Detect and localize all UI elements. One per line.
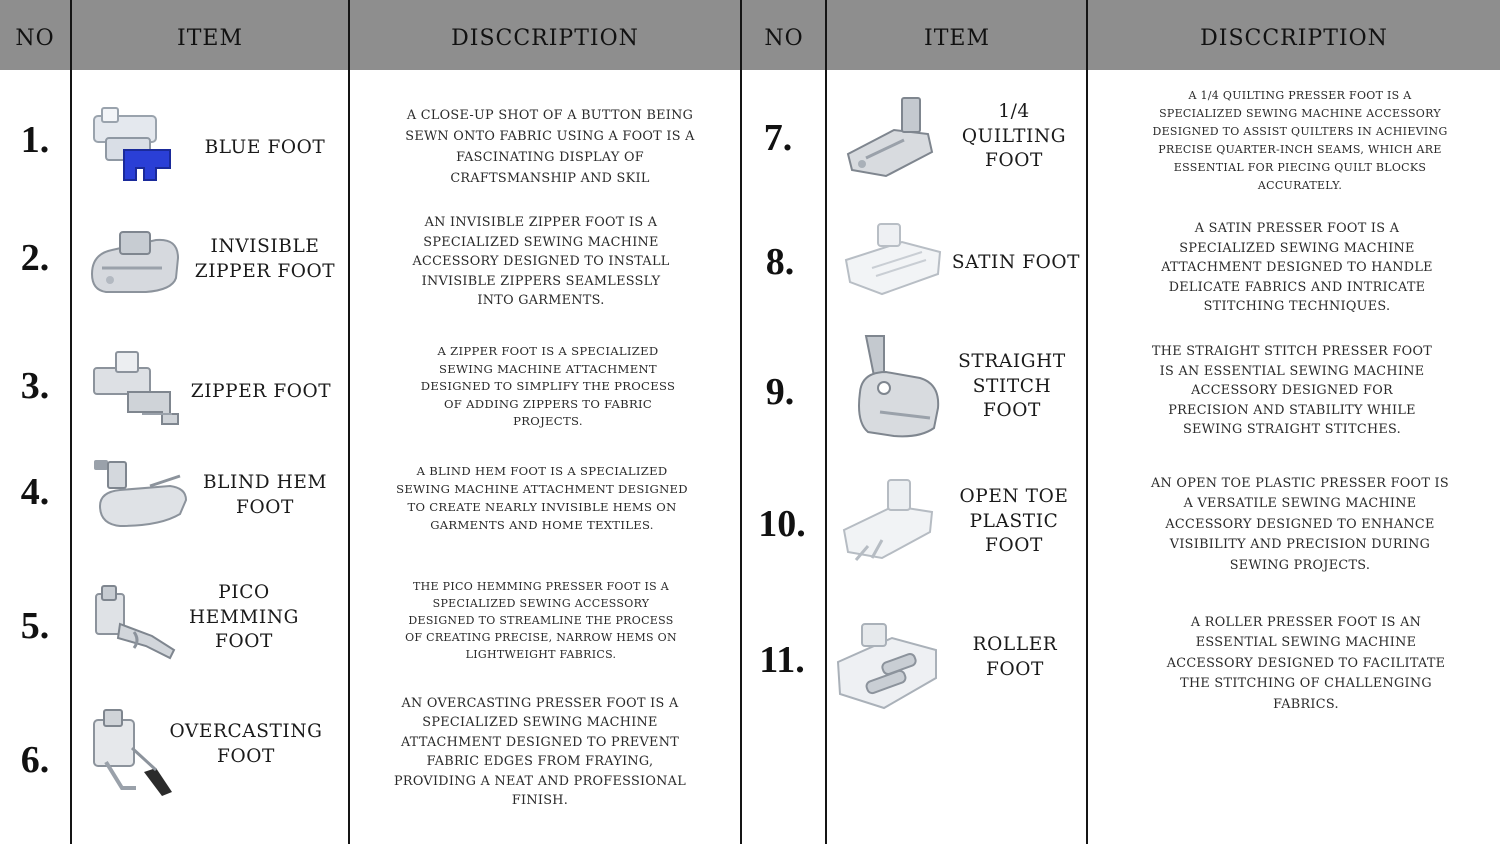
column-divider <box>70 0 72 844</box>
item-description: THE PICO HEMMING PRESSER FOOT IS A SPECIALIZED SEWING ACCESSORY DESIGNED TO STREAMLINE THE PROCESS OF CREATING PRECISE, NARROW HEMS ON LIGHTWEIGHT FABRICS. <box>405 579 677 661</box>
header-item-left: item <box>177 17 243 53</box>
item-name: BLIND HEM FOOT <box>202 472 328 518</box>
header-description-left: disccription <box>451 17 639 53</box>
header-no-left: no <box>15 17 55 53</box>
item-description: THE STRAIGHT STITCH PRESSER FOOT IS AN ESSENTIAL SEWING MACHINE ACCESSORY DESIGNED FOR PRECISION AND STABILITY WHILE SEWING STRAIGHT STITCHES. <box>1151 344 1433 438</box>
column-divider <box>1086 0 1088 844</box>
row-number: 9. <box>765 371 795 413</box>
item-name: OVERCASTING FOOT <box>169 721 323 767</box>
item-name: ROLLER FOOT <box>972 634 1058 680</box>
header-description-right: disccription <box>1200 17 1388 53</box>
item-name: SATIN FOOT <box>951 251 1081 273</box>
column-divider <box>348 0 350 844</box>
row-number: 2. <box>20 237 50 279</box>
row-number: 4. <box>20 471 50 513</box>
row-number: 6. <box>20 739 50 781</box>
item-name: OPEN TOE PLASTIC FOOT <box>959 485 1069 557</box>
roller-foot-icon <box>832 620 944 718</box>
blind-hem-foot-icon <box>90 456 190 532</box>
item-description: AN INVISIBLE ZIPPER FOOT IS A SPECIALIZED SEWING MACHINE ACCESSORY DESIGNED TO INSTALL INVISIBLE ZIPPERS SEAMLESSLY INTO GARMENTS. <box>412 215 670 309</box>
invisible-zipper-foot-icon <box>86 224 184 298</box>
row-number: 7. <box>763 117 793 159</box>
item-description: A CLOSE-UP SHOT OF A BUTTON BEING SEWN ONTO FABRIC USING A FOOT IS A FASCINATING DISPLAY OF CRAFTSMANSHIP AND SKIL <box>405 108 695 186</box>
item-description: AN OPEN TOE PLASTIC PRESSER FOOT IS A VERSATILE SEWING MACHINE ACCESSORY DESIGNED TO ENHANCE VISIBILITY AND PRECISION DURING SEWING PROJECTS. <box>1151 475 1449 573</box>
item-description: A ROLLER PRESSER FOOT IS AN ESSENTIAL SEWING MACHINE ACCESSORY DESIGNED TO FACILITATE THE STITCHING OF CHALLENGING FABRICS. <box>1166 614 1446 712</box>
satin-foot-icon <box>842 222 946 302</box>
item-name: STRAIGHT STITCH FOOT <box>958 350 1066 422</box>
item-description: AN OVERCASTING PRESSER FOOT IS A SPECIALIZED SEWING MACHINE ATTACHMENT DESIGNED TO PREVENT FABRIC EDGES FROM FRAYING, PROVIDING A NEAT AND PROFESSIONAL FINISH. <box>393 695 687 808</box>
row-number: 1. <box>20 119 50 161</box>
item-name: 1/4 QUILTING FOOT <box>961 100 1067 172</box>
header-no-right: no <box>764 17 804 53</box>
straight-stitch-foot-icon <box>850 332 944 442</box>
open-toe-plastic-foot-icon <box>838 476 940 566</box>
blue-foot-icon <box>84 104 184 188</box>
quilting-foot-icon <box>842 94 942 180</box>
row-number: 3. <box>20 365 50 407</box>
row-number: 8. <box>765 241 795 283</box>
row-number: 10. <box>758 503 806 545</box>
item-name: ZIPPER FOOT <box>190 380 332 402</box>
item-description: A BLIND HEM FOOT IS A SPECIALIZED SEWING MACHINE ATTACHMENT DESIGNED TO CREATE NEARLY INVISIBLE HEMS ON GARMENTS AND HOME TEXTILES. <box>396 464 688 532</box>
row-number: 5. <box>20 605 50 647</box>
item-name: PICO HEMMING FOOT <box>189 581 299 653</box>
column-divider <box>825 0 827 844</box>
item-name: BLUE FOOT <box>204 136 326 158</box>
item-description: A 1/4 QUILTING PRESSER FOOT IS A SPECIALIZED SEWING MACHINE ACCESSORY DESIGNED TO ASSIST QUILTERS IN ACHIEVING PRECISE QUARTER-INCH SEAMS, WHICH ARE ESSENTIAL FOR PIECING QUILT BLOCKS ACCURATELY. <box>1152 89 1448 192</box>
row-number: 11. <box>759 639 805 681</box>
pico-hemming-foot-icon <box>90 584 180 664</box>
header-item-right: item <box>924 17 990 53</box>
item-description: A SATIN PRESSER FOOT IS A SPECIALIZED SEWING MACHINE ATTACHMENT DESIGNED TO HANDLE DELICATE FABRICS AND INTRICATE STITCHING TECHNIQUES. <box>1161 221 1433 315</box>
item-name: INVISIBLE ZIPPER FOOT <box>194 236 336 282</box>
item-description: A ZIPPER FOOT IS A SPECIALIZED SEWING MACHINE ATTACHMENT DESIGNED TO SIMPLIFY THE PROCESS OF ADDING ZIPPERS TO FABRIC PROJECTS. <box>420 344 676 429</box>
zipper-foot-icon <box>88 348 182 430</box>
